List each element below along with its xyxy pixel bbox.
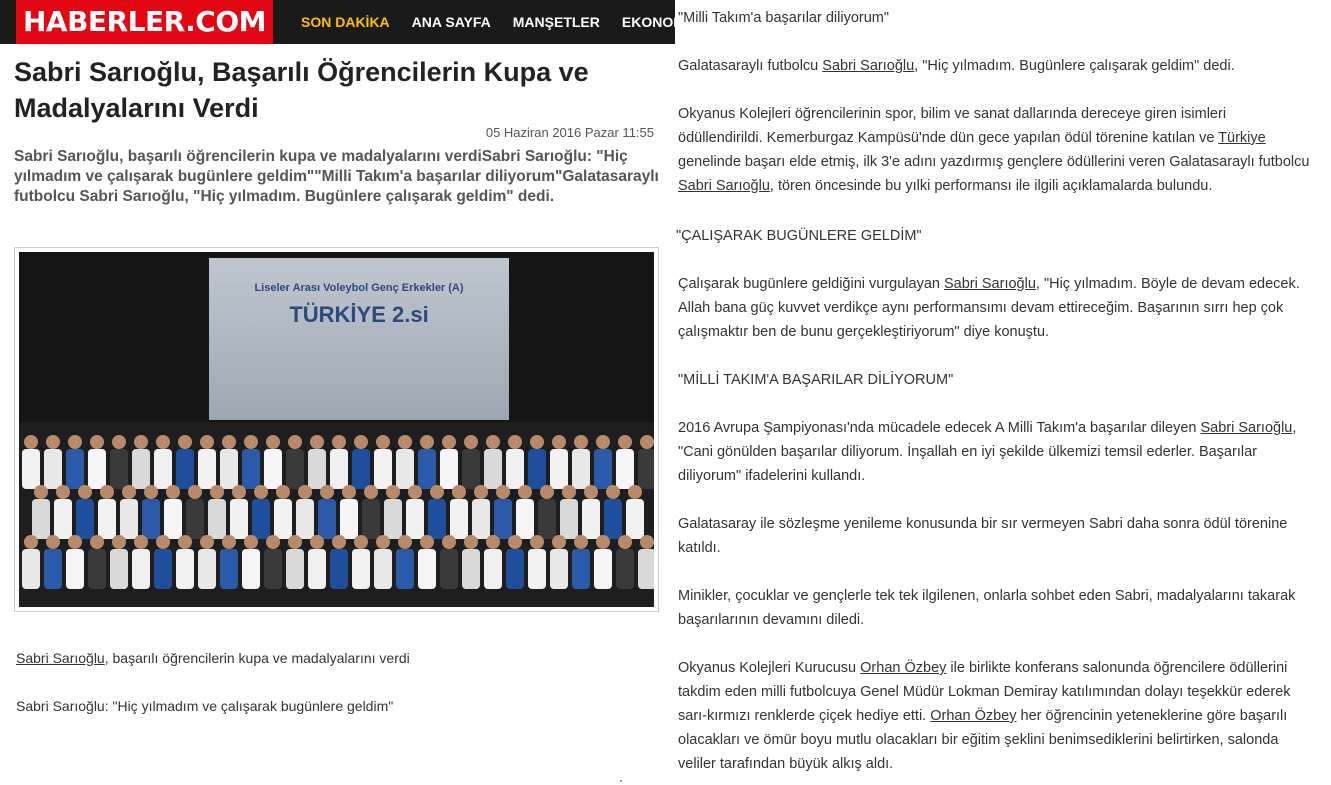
- body-paragraph-2: Okyanus Kolejleri öğrencilerinin spor, bilim ve sanat dallarında dereceye giren isimleri ödüllendirildi. Kemerburgaz Kampüsü'nde dün gece yapılan ödül törenine katılan ve Türkiye genelinde başarı elde etmiş, ilk 3'e adını yazdırmış gençlere ödüllerini veren Galatasaraylı futbolcu Sabri Sarıoğlu, tören öncesinde bu yılki performansı ile ilgili açıklamalarda bulundu.: [678, 106, 1310, 194]
- article-title: Sabri Sarıoğlu, Başarılı Öğrencilerin Kupa ve Madalyalarını Verdi: [14, 57, 589, 123]
- article-photo-frame: [14, 247, 659, 612]
- screen-title: TÜRKİYE 2.si: [289, 302, 429, 327]
- body-paragraph-5: Galatasaray ile sözleşme yenileme konusunda bir sır vermeyen Sabri daha sonra ödül törenine katıldı.: [678, 516, 1288, 556]
- link-orhan-ozbey[interactable]: Orhan Özbey: [860, 660, 947, 676]
- link-sabri-sarioglu[interactable]: Sabri Sarıoğlu: [16, 650, 105, 666]
- photo-caption-2: Sabri Sarıoğlu: "Hiç yılmadım ve çalışarak bugünlere geldim": [16, 698, 394, 714]
- article-body: [678, 0, 1318, 785]
- body-paragraph-3: Çalışarak bugünlere geldiğini vurgulayan Sabri Sarıoğlu, "Hiç yılmadım. Böyle de devam edecek. Allah bana güç kuvvet verdikçe aynı performansımı devam ettireceğim. Başarının sırrı hep çok çalışmaktır ben de bunu gerçekleştiriyorum" diye konuştu.: [678, 276, 1300, 340]
- body-paragraph-1: Galatasaraylı futbolcu Sabri Sarıoğlu, "Hiç yılmadım. Bugünlere çalışarak geldim" dedi.: [678, 58, 1235, 74]
- body-paragraph-6: Minikler, çocuklar ve gençlerle tek tek ilgilenen, onlarla sohbet eden Sabri, madalyalarını takarak başarılarının devamını diledi.: [678, 588, 1296, 628]
- article-summary: Sabri Sarıoğlu, başarılı öğrencilerin kupa ve madalyalarını verdiSabri Sarıoğlu: "Hiç yılmadım ve çalışarak bugünlere geldim""Milli Takım'a başarılar diliyorum"Galatasaraylı futbolcu Sabri Sarıoğlu, "Hiç yılmadım. Bugünlere çalışarak geldim" dedi.: [14, 148, 659, 205]
- screen-subtitle: Liseler Arası Voleybol Genç Erkekler (A): [254, 282, 464, 294]
- photo-caption-1: Sabri Sarıoğlu, başarılı öğrencilerin kupa ve madalyalarını verdi: [16, 650, 410, 666]
- nav-son-dakika[interactable]: SON DAKİKA: [301, 14, 390, 30]
- main-nav: [290, 0, 700, 44]
- nav-mansetler[interactable]: MANŞETLER: [512, 14, 600, 30]
- link-sabri-sarioglu[interactable]: Sabri Sarıoğlu: [822, 58, 915, 74]
- article-photo[interactable]: [19, 252, 654, 607]
- site-logo[interactable]: HABERLER.COM: [16, 0, 273, 44]
- crowd-illustration: [19, 422, 654, 607]
- body-paragraph-7: Okyanus Kolejleri Kurucusu Orhan Özbey ile birlikte konferans salonunda öğrencilere ödüllerini takdim eden milli futbolcuya Genel Müdür Lokman Demiray katılımından dolayı teşekkür ederek sarı-kırmızı renklerde çiçek hediye etti. Orhan Özbey her öğrencinin yeteneklerine göre başarılı olacakları ve ömür boyu mutlu olacakları bir eğitim şeklini benimsediklerini belirtirken, salonda veliler tarafından büyük alkış aldı.: [678, 660, 1291, 772]
- body-paragraph-4: 2016 Avrupa Şampiyonası'nda mücadele edecek A Milli Takım'a başarılar dileyen Sabri Sarıoğlu, "Cani gönülden başarılar diliyorum. İnşallah en iyi şekilde ülkemizi temsil ederler. Başarılar diliyorum" ifadelerini kullandı.: [678, 420, 1297, 484]
- link-sabri-sarioglu[interactable]: Sabri Sarıoğlu: [1200, 420, 1293, 436]
- link-sabri-sarioglu[interactable]: Sabri Sarıoğlu: [678, 178, 770, 194]
- body-quote-line: "Milli Takım'a başarılar diliyorum": [678, 10, 890, 26]
- projection-screen: [209, 258, 509, 420]
- decorative-dot: [620, 780, 622, 782]
- link-sabri-sarioglu[interactable]: Sabri Sarıoğlu: [944, 276, 1036, 292]
- article-date: 05 Haziran 2016 Pazar 11:55: [485, 125, 654, 140]
- nav-ekonomi[interactable]: EKONOMİ: [621, 14, 689, 30]
- body-heading-2: "MİLLİ TAKIM'A BAŞARILAR DİLİYORUM": [678, 372, 954, 388]
- body-heading-1: "ÇALIŞARAK BUGÜNLERE GELDİM": [676, 228, 922, 244]
- link-orhan-ozbey[interactable]: Orhan Özbey: [930, 708, 1017, 724]
- nav-ana-sayfa[interactable]: ANA SAYFA: [411, 14, 491, 30]
- top-navbar: [0, 0, 689, 44]
- link-turkiye[interactable]: Türkiye: [1218, 130, 1266, 146]
